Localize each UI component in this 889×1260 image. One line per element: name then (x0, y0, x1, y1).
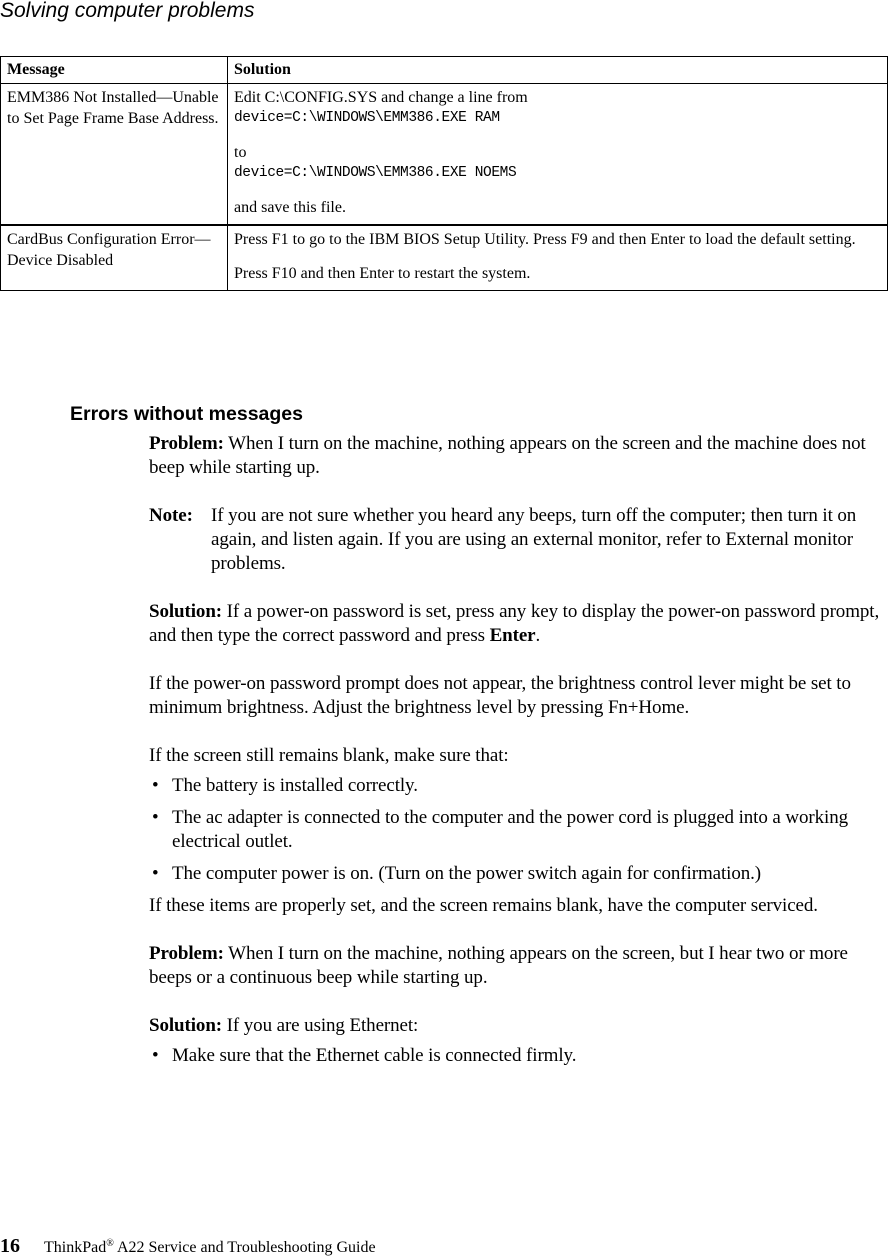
column-header-solution: Solution (228, 57, 888, 84)
enter-key-text: Enter (489, 625, 536, 646)
solution-label: Solution: (149, 601, 223, 622)
solution-text: If you are using Ethernet: (222, 1015, 419, 1036)
solution-text: Press F10 and then Enter to restart the system. (234, 265, 531, 282)
section-body (149, 432, 889, 1076)
table-header-row (1, 57, 888, 84)
problem-text: When I turn on the machine, nothing appears on the screen and the machine does not beep while starting up. (149, 433, 866, 478)
problem-label: Problem: (149, 943, 224, 964)
solution-text: and save this file. (234, 199, 346, 216)
footer-title: A22 Service and Troubleshooting Guide (113, 1239, 376, 1256)
blank-screen-paragraph: If the screen still remains blank, make sure that: (149, 745, 509, 766)
message-cell: CardBus Configuration Error—Device Disabled (1, 225, 228, 291)
solution-text: Press F1 to go to the IBM BIOS Setup Utility. Press F9 and then Enter to load the default setting. (234, 231, 856, 248)
bullet-icon: • (152, 863, 159, 884)
solution-paragraph (149, 1014, 889, 1038)
solution-paragraph (149, 600, 889, 648)
list-item (149, 862, 889, 886)
note-text: If you are not sure whether you heard any beeps, turn off the computer; then turn it on again, and listen again. If you are using an external monitor, refer to External monitor problems. (211, 505, 857, 574)
problem-paragraph (149, 942, 889, 990)
solution-text: If a power-on password is set, press any key to display the power-on password prompt, and then type the correct password and press (149, 601, 880, 646)
code-line: device=C:\WINDOWS\EMM386.EXE RAM (234, 110, 500, 126)
problem-paragraph (149, 432, 889, 480)
message-solution-table (0, 56, 888, 291)
solution-cell (228, 84, 888, 226)
running-head: Solving computer problems (0, 0, 255, 22)
ethernet-checklist (149, 1044, 889, 1068)
solution-cell (228, 225, 888, 291)
serviced-paragraph: If these items are properly set, and the screen remains blank, have the computer serviced. (149, 895, 818, 916)
solution-text: to (234, 144, 247, 161)
message-cell: EMM386 Not Installed—Unable to Set Page Frame Base Address. (1, 84, 228, 226)
list-item-text: The battery is installed correctly. (172, 775, 418, 796)
list-item-text: The ac adapter is connected to the computer and the power cord is plugged into a working electrical outlet. (172, 807, 849, 852)
list-item-text: The computer power is on. (Turn on the power switch again for confirmation.) (172, 863, 761, 884)
solution-label: Solution: (149, 1015, 223, 1036)
list-item-text: Make sure that the Ethernet cable is connected firmly. (172, 1045, 577, 1066)
solution-text: Edit C:\CONFIG.SYS and change a line from (234, 89, 528, 106)
bullet-icon: • (152, 775, 159, 796)
note-block (149, 504, 889, 576)
bullet-icon: • (152, 1045, 159, 1066)
table-row (1, 84, 888, 226)
brightness-paragraph: If the power-on password prompt does not appear, the brightness control lever might be set to minimum brightness. Adjust the brightness level by pressing Fn+Home. (149, 673, 851, 718)
checklist (149, 774, 889, 886)
period: . (535, 625, 541, 646)
section-title: Errors without messages (70, 403, 303, 425)
table-row (1, 225, 888, 291)
list-item (149, 806, 889, 854)
note-label: Note: (149, 505, 193, 526)
list-item (149, 1044, 889, 1068)
registered-mark: ® (106, 1238, 114, 1249)
list-item (149, 774, 889, 798)
problem-label: Problem: (149, 433, 224, 454)
column-header-message: Message (1, 57, 228, 84)
page-footer (0, 1234, 376, 1260)
bullet-icon: • (152, 807, 159, 828)
problem-text: When I turn on the machine, nothing appears on the screen, but I hear two or more beeps or a continuous beep while starting up. (149, 943, 848, 988)
code-line: device=C:\WINDOWS\EMM386.EXE NOEMS (234, 165, 517, 181)
footer-brand: ThinkPad (44, 1239, 107, 1256)
page-number: 16 (0, 1235, 20, 1257)
